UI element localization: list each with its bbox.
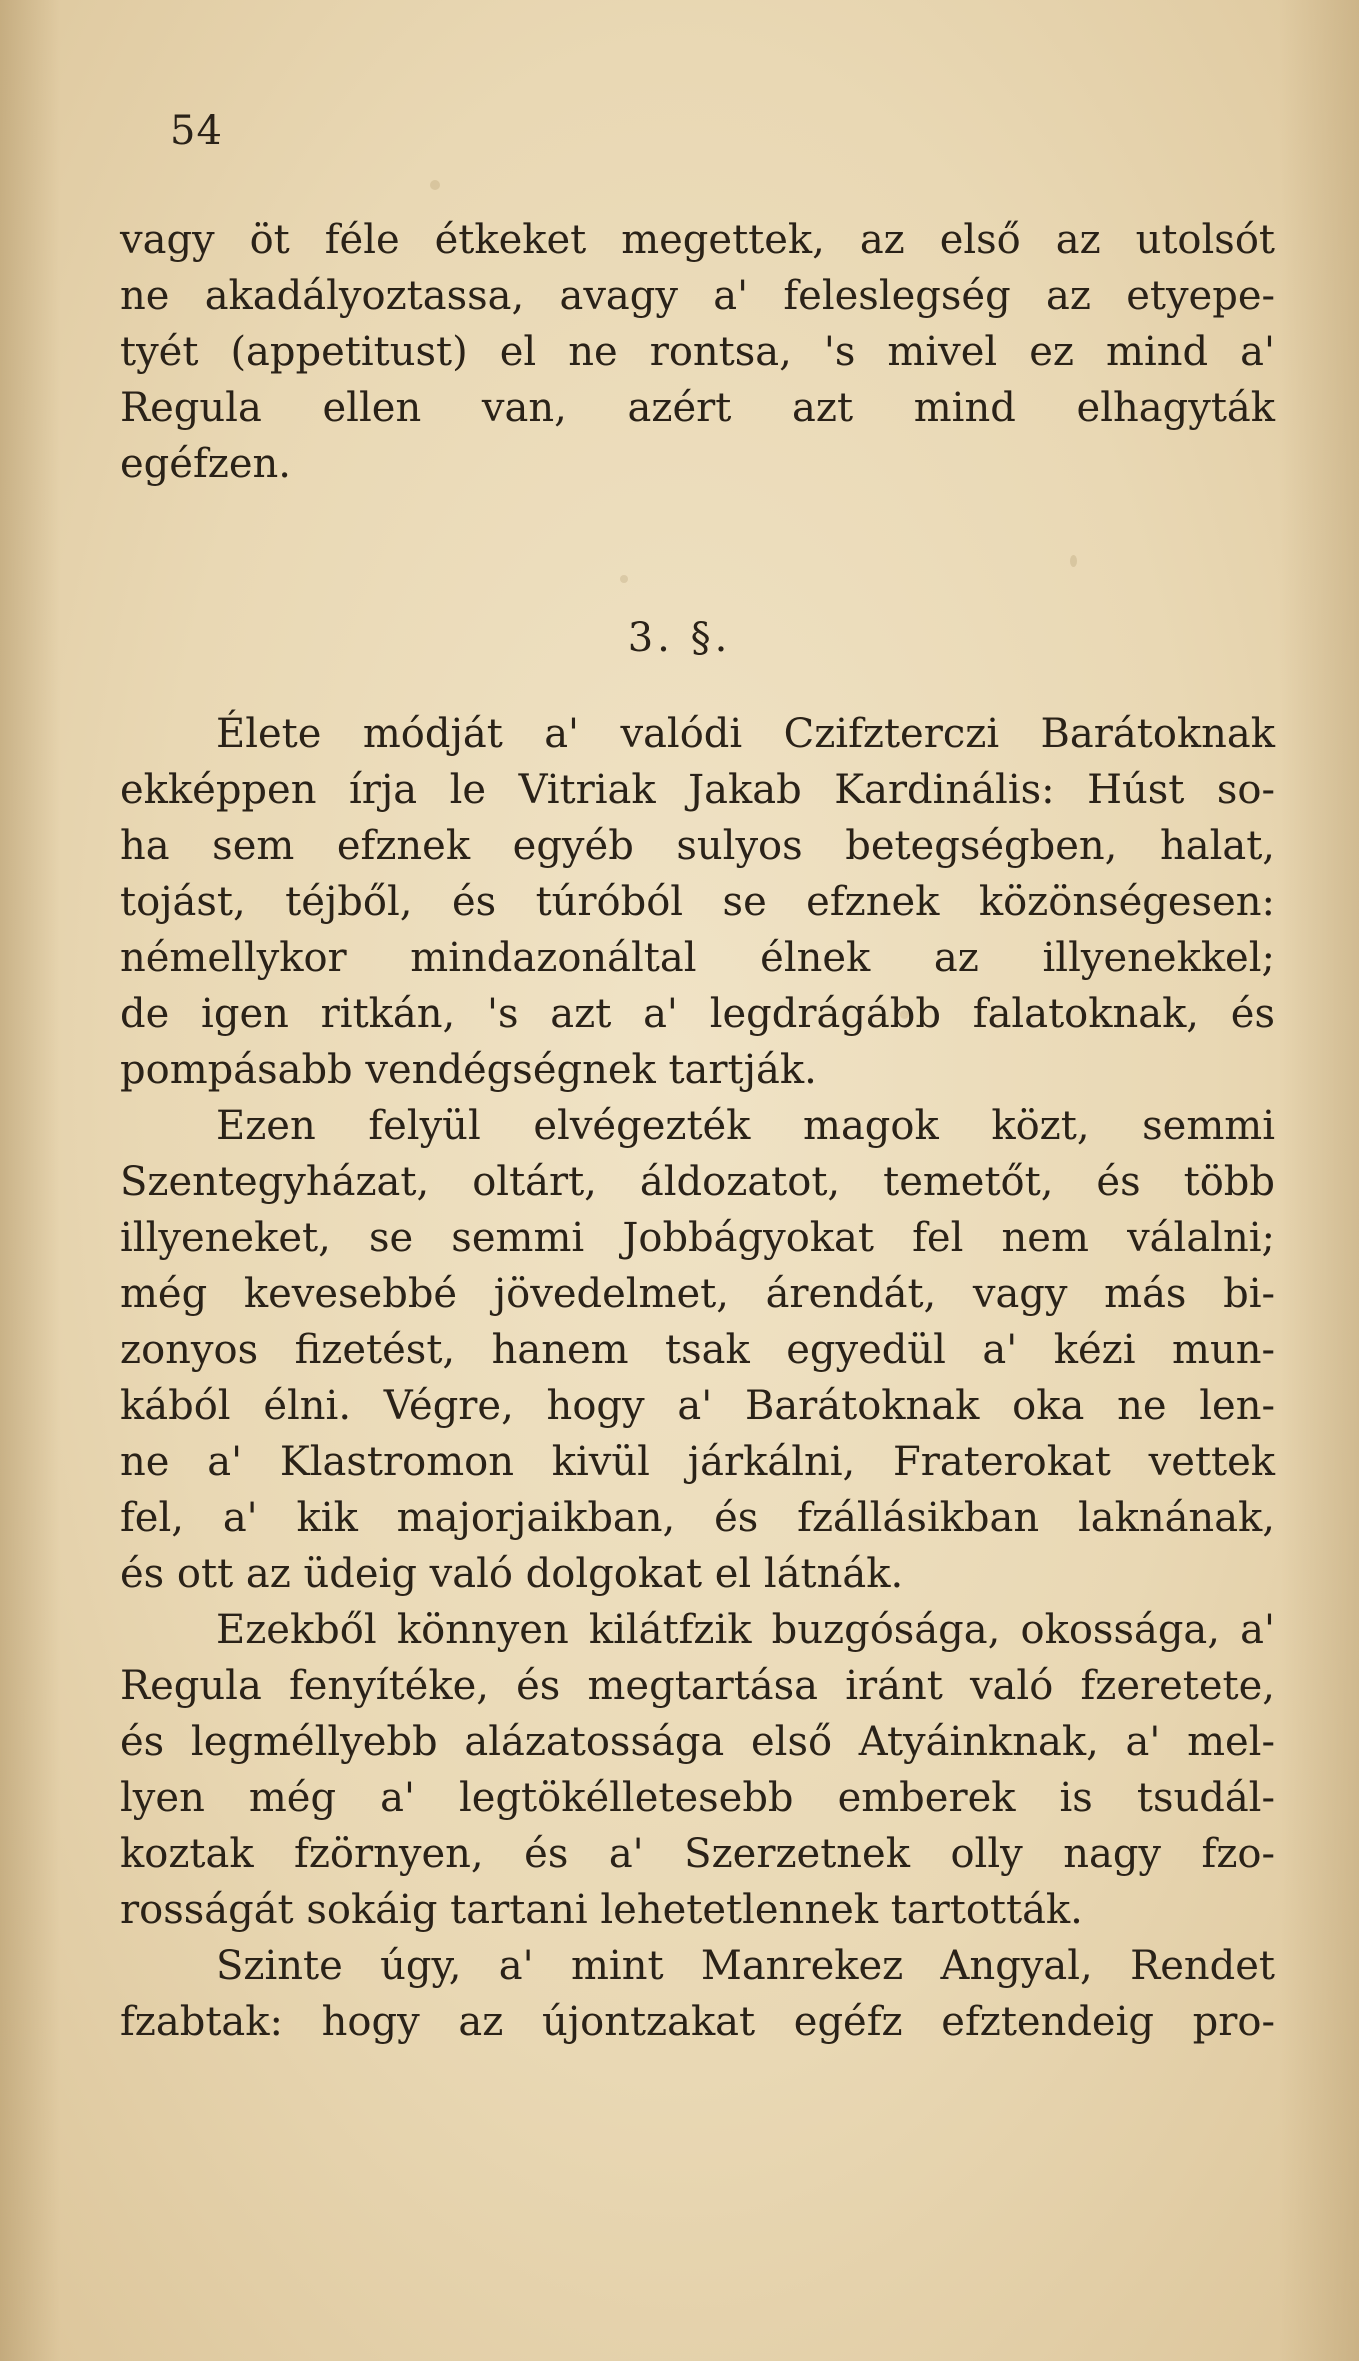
page-edge-shadow-right xyxy=(1279,0,1359,2361)
text-line: illyeneket, se semmi Jobbágyokat fel nem válalni; xyxy=(120,1215,1275,1261)
text-line: Ezen felyül elvégezték magok közt, semmi xyxy=(216,1103,1275,1149)
section-body xyxy=(120,706,1275,2050)
text-line: és ott az üdeig való dolgokat el látnák. xyxy=(120,1551,904,1597)
text-line: zonyos fizetést, hanem tsak egyedül a' kézi mun- xyxy=(120,1327,1275,1373)
text-line: Ezekből könnyen kilátfzik buzgósága, okossága, a' xyxy=(216,1607,1275,1653)
text-line: még kevesebbé jövedelmet, árendát, vagy más bi- xyxy=(120,1271,1275,1317)
page-edge-shadow-left xyxy=(0,0,60,2361)
paper-stain xyxy=(620,575,628,583)
text-line: némellykor mindazonáltal élnek az illyenekkel; xyxy=(120,935,1275,981)
section-heading: 3. §. xyxy=(627,615,732,661)
text-line: fzabtak: hogy az újontzakat egéfz efztendeig pro- xyxy=(120,1999,1275,2045)
text-line: lyen még a' legtökélletesebb emberek is tsudál- xyxy=(120,1775,1275,1821)
text-line: ne akadályoztassa, avagy a' feleslegség az etyepe- xyxy=(120,273,1275,319)
text-line: egéfzen. xyxy=(120,441,291,487)
text-line: rosságát sokáig tartani lehetetlennek tartották. xyxy=(120,1887,1083,1933)
text-line: kából élni. Végre, hogy a' Barátoknak oka ne len- xyxy=(120,1383,1275,1429)
text-line: Szentegyházat, oltárt, áldozatot, temetőt, és több xyxy=(120,1159,1275,1205)
text-line: ekképpen írja le Vitriak Jakab Kardinális: Húst so- xyxy=(120,767,1275,813)
text-line: tojást, téjből, és túróból se efznek közönségesen: xyxy=(120,879,1275,925)
text-line: Szinte úgy, a' mint Manrekez Angyal, Rendet xyxy=(216,1943,1275,1989)
paper-stain xyxy=(1070,555,1077,567)
text-line: pompásabb vendégségnek tartják. xyxy=(120,1047,817,1093)
paper-stain xyxy=(430,180,440,190)
text-line: Regula fenyítéke, és megtartása iránt való fzeretete, xyxy=(120,1663,1275,1709)
text-line: Regula ellen van, azért azt mind elhagyták xyxy=(120,385,1275,431)
paragraph-continued xyxy=(120,212,1275,492)
text-line: ha sem efznek egyéb sulyos betegségben, halat, xyxy=(120,823,1275,869)
text-line: és legméllyebb alázatossága első Atyáinknak, a' mel- xyxy=(120,1719,1275,1765)
text-line: de igen ritkán, 's azt a' legdrágább falatoknak, és xyxy=(120,991,1275,1037)
text-line: vagy öt féle étkeket megettek, az első az utolsót xyxy=(120,217,1275,263)
text-line: ne a' Klastromon kivül járkálni, Fraterokat vettek xyxy=(120,1439,1275,1485)
text-line: Élete módját a' valódi Czifzterczi Barátoknak xyxy=(216,711,1275,757)
text-line: fel, a' kik majorjaikban, és fzállásikban laknának, xyxy=(120,1495,1275,1541)
text-line: tyét (appetitust) el ne rontsa, 's mivel ez mind a' xyxy=(120,329,1275,375)
page-number: 54 xyxy=(170,108,223,154)
text-line: koztak fzörnyen, és a' Szerzetnek olly nagy fzo- xyxy=(120,1831,1275,1877)
